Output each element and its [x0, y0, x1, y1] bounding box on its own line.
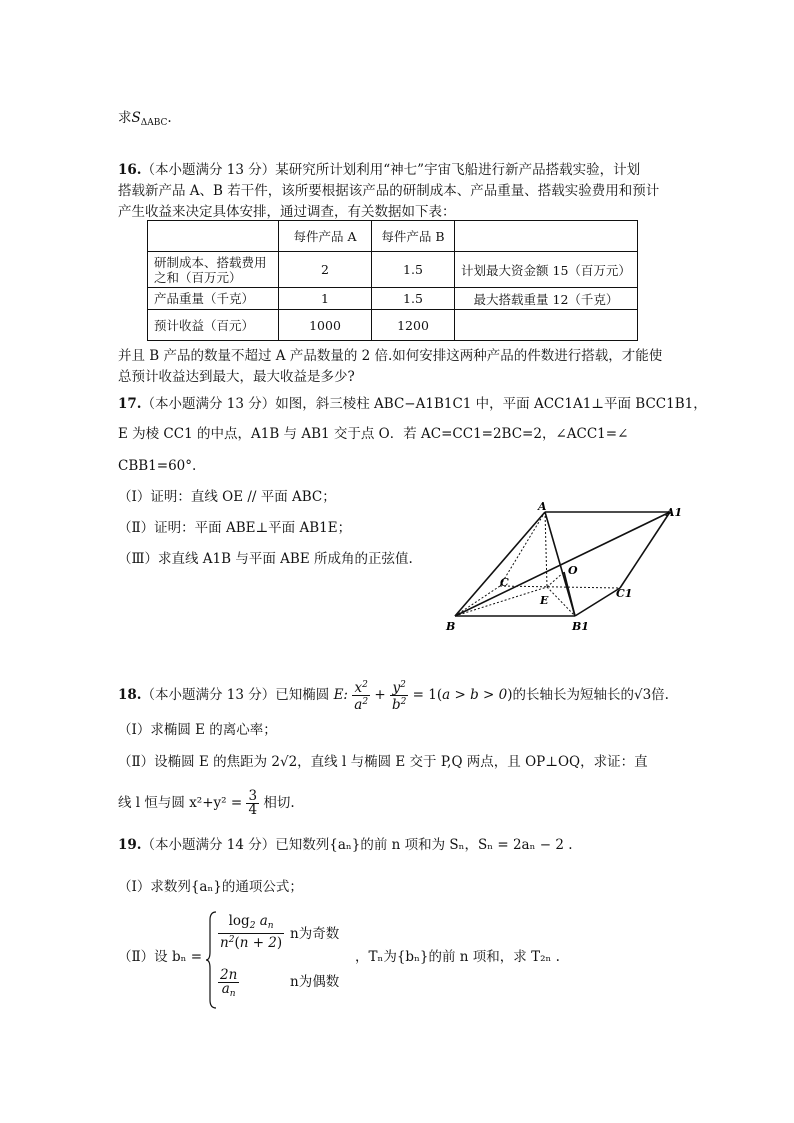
label-a1: A1: [666, 506, 683, 519]
q19-line1: [118, 835, 573, 855]
q18-text-pre: （本小题满分 13 分）已知椭圆: [141, 687, 330, 703]
q18-part2: （Ⅱ）设椭圆 E 的焦距为 2√2，直线 l 与椭圆 E 交于 P,Q 两点，且 OP⊥OQ，求证：直: [118, 754, 648, 770]
piecewise-brace: [205, 910, 217, 1010]
table-cell: 1200: [372, 310, 455, 341]
case2-label: n为偶数: [290, 974, 340, 990]
q16-number: 16.: [118, 162, 142, 178]
q17-part1: （Ⅰ）证明：直线 OE // 平面 ABC；: [118, 489, 336, 505]
q19-number: 19.: [118, 837, 142, 853]
q16-line3: 产生收益来决定具体安排，通过调查，有关数据如下表：: [118, 204, 456, 220]
edge-b1c1: [575, 588, 620, 616]
q18-part3-post: 相切.: [263, 795, 295, 811]
q18-part1: （Ⅰ）求椭圆 E 的离心率；: [118, 722, 277, 738]
frac-2n-an: $\frac{2n}{a_n}$: [220, 967, 238, 999]
q16-line1: [118, 160, 640, 180]
table-cell: 产品重量（千克）: [148, 288, 279, 310]
edge-ba1: [455, 512, 670, 616]
prism-figure: [440, 500, 690, 640]
q18-number: 18.: [118, 687, 142, 703]
case2-expr: [218, 969, 239, 1001]
q17-line2: E 为棱 CC1 的中点，A1B 与 AB1 交于点 O．若 AC=CC1=2BC=2，∠ACC1=∠: [118, 426, 629, 442]
q16-line2: 搭载新产品 A、B 若干件，该所要根据该产品的研制成本、产品重量、搭载实验费用和预计: [118, 183, 660, 199]
edge-be: [455, 587, 547, 616]
table-cell: 预计收益（百元）: [148, 310, 279, 341]
table-cell: 计划最大资金额 15（百万元）: [455, 252, 638, 288]
edge-ob1: [564, 572, 575, 616]
frac-y2-b2: $\frac{y^2}{b^2}$: [391, 680, 407, 713]
label-o: O: [568, 564, 578, 577]
q19-part2-pre: （Ⅱ）设 bₙ =: [118, 949, 203, 965]
q18-text-post: 的长轴长为短轴长的√3倍.: [512, 687, 669, 703]
table-header-cell: [455, 221, 638, 252]
table-cell: 1.5: [372, 288, 455, 310]
ellipse-eq: E: $\frac{x^2}{a^2}$ + $\frac{y^2}{b^2}$ = 1(a > b > 0): [333, 680, 513, 713]
q19-text1: （本小题满分 14 分）已知数列{aₙ}的前 n 项和为 Sₙ，Sₙ = 2aₙ − 2 .: [141, 837, 573, 853]
label-e: E: [540, 594, 549, 607]
q19-part1: （Ⅰ）求数列{aₙ}的通项公式；: [118, 879, 303, 895]
table-row: [148, 310, 638, 341]
label-a: A: [538, 500, 547, 513]
q17-part2: （Ⅱ）证明：平面 ABE⊥平面 AB1E；: [118, 520, 352, 536]
prev-s: S: [131, 110, 141, 126]
table-row: [148, 288, 638, 310]
q19-part2-post: ，Tₙ为{bₙ}的前 n 项和，求 T₂ₙ .: [355, 949, 560, 965]
edge-ae: [545, 512, 547, 587]
q17-text1: （本小题满分 13 分）如图，斜三棱柱 ABC−A1B1C1 中，平面 ACC1A1⊥平面 BCC1B1，: [141, 396, 707, 412]
table-cell: 1: [279, 288, 372, 310]
table-header-cell: [148, 221, 279, 252]
q17-line3: CBB1=60°.: [118, 458, 197, 474]
prev-dot: .: [167, 110, 172, 126]
q18-line1: [118, 679, 669, 712]
table-row: [148, 252, 638, 288]
case1-label: n为奇数: [290, 926, 340, 942]
q17-line1: [118, 394, 707, 414]
table-cell: 最大搭载重量 12（千克）: [455, 288, 638, 310]
table-cell: 1.5: [372, 252, 455, 288]
prev-text: 求: [118, 110, 132, 126]
label-c: C: [500, 576, 509, 589]
label-b: B: [446, 620, 456, 633]
table-cell: 2: [279, 252, 372, 288]
case1-expr: [218, 915, 284, 950]
edge-oe: [547, 572, 564, 587]
q16-table: [147, 220, 638, 341]
table-header-cell: 每件产品 A: [279, 221, 372, 252]
table-cell: 研制成本、搭载费用之和（百万元）: [148, 252, 279, 288]
q16-after1: 并且 B 产品的数量不超过 A 产品数量的 2 倍.如何安排这两种产品的件数进行搭载，才能使: [118, 348, 663, 364]
prev-sub: ΔABC: [140, 118, 168, 128]
q16-text1: （本小题满分 13 分）某研究所计划利用“神七”宇宙飞船进行新产品搭载实验，计划: [141, 162, 641, 178]
table-cell: 1000: [279, 310, 372, 341]
frac-x2-a2: $\frac{x^2}{a^2}$: [354, 680, 369, 713]
label-b1: B1: [572, 620, 589, 633]
frac-log: $\frac{\log_2 a_n}{n^2(n + 2)}$: [220, 913, 283, 951]
prev-tail: [118, 108, 172, 133]
edge-ab: [455, 512, 545, 616]
table-row: [148, 221, 638, 252]
table-header-cell: 每件产品 B: [372, 221, 455, 252]
q18-part3: [118, 790, 295, 817]
q17-number: 17.: [118, 396, 142, 412]
table-cell: [455, 310, 638, 341]
q18-part3-pre: 线 l 恒与圆 x²+y² =: [118, 795, 243, 811]
label-c1: C1: [616, 587, 633, 600]
frac-3-4: $\frac{3}{4}$: [248, 788, 258, 818]
q16-after2: 总预计收益达到最大，最大收益是多少?: [118, 369, 355, 385]
q17-part3: （Ⅲ）求直线 A1B 与平面 ABE 所成角的正弦值.: [118, 551, 413, 567]
